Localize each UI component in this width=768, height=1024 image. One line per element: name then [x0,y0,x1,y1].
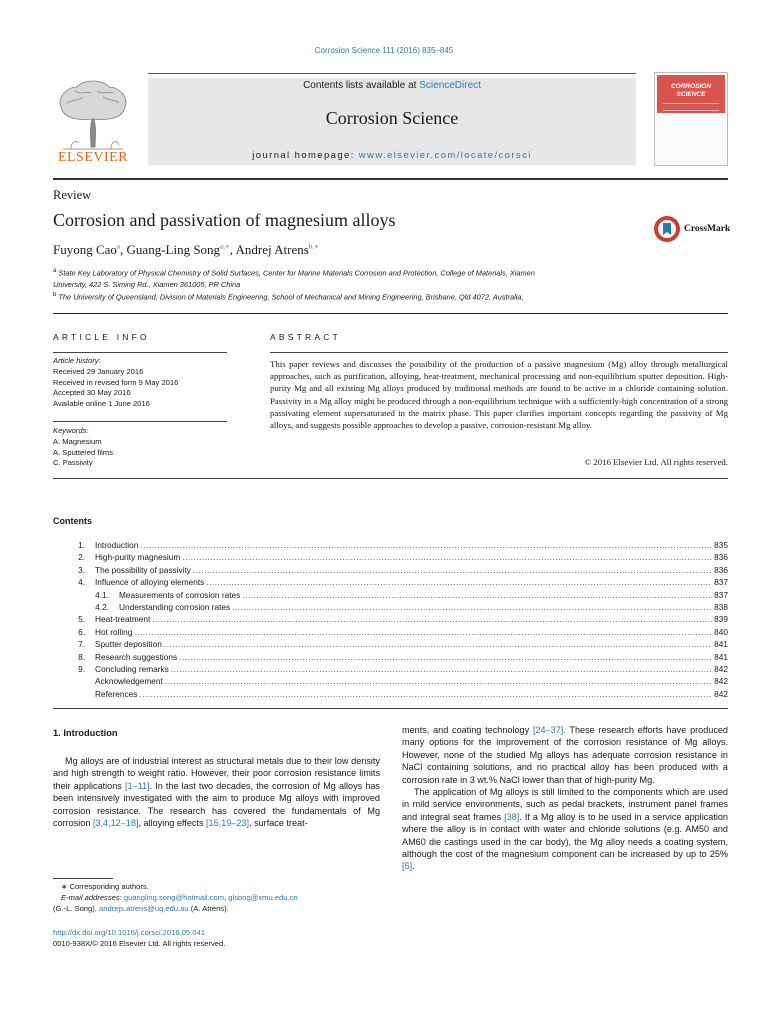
text-run: ments, and coating technology [402,725,533,735]
toc-page-number[interactable]: 835 [714,540,728,550]
toc-page-number[interactable]: 841 [714,639,728,650]
keywords [53,426,227,469]
cover-title: CORROSION SCIENCE [670,83,712,98]
toc-number: 6. [78,626,85,637]
affiliation-a [53,266,703,290]
toc-page-number[interactable]: 837 [714,577,728,588]
abstract-bottom-rule [53,478,728,479]
toc-row[interactable] [53,689,728,701]
toc-number: 5. [78,614,85,625]
article-type: Review [53,188,92,202]
journal-title: Corrosion Science [325,108,459,128]
section-heading-introduction: 1. Introduction [53,728,118,738]
contents-prefix: Contents lists available at [303,80,420,91]
toc-leader-dots [179,652,712,662]
toc-row[interactable] [53,614,728,626]
article-info-heading: ARTICLE INFO [53,332,150,342]
text-run: . If a Mg alloy is to be used in a service application where the alloy is in contact with water and chloride solutions (e.g. AM50 and AM60 die castings used in the car body), the Mg alloy needs a coating system, although the cost of the magnesium component can be increased by up to 25% [402,811,728,860]
citation-ref-link[interactable]: [5] [402,861,413,872]
email-owner: (A. Atrens). [188,904,229,914]
toc-page-number[interactable]: 842 [714,676,728,687]
toc-title[interactable]: Acknowledgement [95,676,163,687]
email-line-2 [53,903,380,914]
citation-ref-link[interactable]: [24–37] [532,725,564,735]
toc-title[interactable]: References [95,688,138,699]
toc-row[interactable] [53,664,728,676]
affiliation-mark: a [53,268,57,274]
email-link[interactable]: glsong@xmu.edu.cn [228,893,298,903]
email-owner: (G.-L. Song), [53,904,100,914]
keyword-item: A. Magnesium [53,436,102,446]
journal-homepage-link[interactable]: www.elsevier.com/locate/corsci [358,150,532,161]
keyword-item: A. Sputtered films [53,447,113,457]
text-run: . In the last two decades, the corrosion of Mg alloys has been intensively investigated with the aim to produce Mg alloys with improved corrosion resistance. The research has covered the fundamentals of Mg corrosion [53,780,380,829]
toc-title[interactable]: Understanding corrosion rates [119,601,231,612]
citation-ref-link[interactable]: [3,4,12–18] [92,818,139,829]
online-date: Available online 1 June 2016 [53,399,150,409]
toc-leader-dots [140,540,712,550]
doi-link[interactable]: http://dx.doi.org/10.1016/j.corsci.2016.05.041 [53,928,205,937]
toc-leader-dots [134,627,712,637]
toc-number: 4. [78,577,85,588]
toc-title[interactable]: Measurements of corrosion rates [119,589,241,600]
abstract-rule [270,352,728,353]
toc-page-number[interactable]: 836 [714,552,728,563]
contents-available-line [148,80,636,91]
toc-leader-dots [165,676,712,686]
author-affil-mark[interactable]: a,∗ [220,242,230,251]
revised-date: Received in revised form 9 May 2016 [53,377,179,387]
toc-page-number[interactable]: 840 [714,626,728,637]
toc-number: 4.2. [95,601,109,612]
toc-title[interactable]: Hot rolling [95,626,133,637]
body-column-right [402,724,728,873]
body-column-left [53,755,380,829]
toc-title[interactable]: High-purity magnesium [95,552,181,563]
toc-row[interactable] [53,552,728,564]
publisher-name: ELSEVIER [57,150,129,165]
author-affil-mark[interactable]: b,∗ [308,242,319,251]
citation-ref-link[interactable]: [1–11] [124,780,150,791]
article-history [53,356,227,410]
paper-title: Corrosion and passivation of magnesium alloys [53,210,396,230]
header-bottom-rule [53,178,728,180]
affiliation-mark: b [53,292,57,298]
issn-line: 0010-938X/© 2016 Elsevier Ltd. All rights reserved. [53,939,226,949]
sciencedirect-link[interactable]: ScienceDirect [419,80,481,91]
corresponding-note: ∗ Corresponding authors. [61,882,149,891]
toc-leader-dots [164,639,712,649]
intro-paragraph-2 [402,786,728,873]
toc-leader-dots [206,577,712,587]
contents-heading: Contents [53,516,92,526]
toc-number: 8. [78,651,85,662]
email-label: E-mail addresses: [61,893,124,903]
toc-leader-dots [232,602,712,612]
toc-title[interactable]: Sputter deposition [95,639,162,650]
toc-leader-dots [152,614,712,624]
toc-row[interactable] [53,627,728,639]
affiliation-a-cont: University, 422 S. Siming Rd., Xiamen 361005, PR China [53,279,241,289]
toc-title[interactable]: Heat-treatment [95,614,151,625]
toc-title[interactable]: Influence of alloying elements [95,577,205,588]
email-separator: , [224,893,229,903]
citation-ref-link[interactable]: [15,19–23] [206,818,250,829]
toc-row[interactable] [53,602,728,614]
toc-page-number[interactable]: 836 [714,564,728,575]
intro-paragraph-1 [53,755,380,829]
abstract-heading: ABSTRACT [270,332,341,342]
toc-page-number[interactable]: 842 [714,688,728,699]
text-run: . These research efforts have produced many options for the improvement of the corrosion resistance of Mg alloys. However, none of the studied Mg alloys has adequate corrosion resistance in NaCl containing solutions, and no practical alloy has been produced with a corrosion rate in 3 wt.% NaCl lower than that of high-purity Mg. [402,725,728,785]
toc-row[interactable] [53,590,728,602]
toc-leader-dots [242,590,712,600]
abstract-copyright: © 2016 Elsevier Ltd. All rights reserved. [584,457,728,467]
toc-page-number[interactable]: 837 [714,589,728,600]
toc-leader-dots [139,689,712,699]
doi-block [53,927,225,949]
toc-row[interactable] [53,577,728,589]
citation-ref-link[interactable]: [38] [504,811,520,822]
article-info-rule [53,352,227,353]
email-line [53,892,380,903]
toc-page-number[interactable]: 838 [714,601,728,612]
toc-title[interactable]: The possibility of passivity [95,564,191,575]
history-label: Article history: [53,356,101,365]
affiliation-b-text: The University of Queensland, Division of Materials Engineering, School of Mechanical and Mining Engineering, Brisbane, Qld 4072, Australia, [58,292,524,302]
affiliation-a-text: State Key Laboratory of Physical Chemistry of Solid Surfaces, Center for Marine Materials Corrosion and Protection, College of Materials, Xiamen [58,268,535,278]
contents-bottom-rule [53,708,728,709]
journal-cover-thumbnail[interactable] [654,72,728,166]
toc-leader-dots [171,664,712,674]
keywords-label: Keywords: [53,426,89,435]
email-link[interactable]: andrejs.atrens@uq.edu.au [99,904,189,914]
keywords-rule [53,421,227,422]
toc-row[interactable] [53,639,728,651]
toc-page-number[interactable]: 839 [714,614,728,625]
cover-lines [663,103,719,111]
keyword-item: C. Passivity [53,458,93,468]
crossmark-label[interactable]: CrossMark [684,224,731,234]
toc-row[interactable] [53,540,728,552]
text-run: . [412,861,415,872]
toc-row[interactable] [53,652,728,664]
table-of-contents [53,540,728,701]
homepage-prefix: journal homepage: [252,150,359,161]
toc-number: 2. [78,552,85,563]
accepted-date: Accepted 30 May 2016 [53,388,131,398]
email-link[interactable]: guangling.song@hotmail.com [123,893,225,903]
toc-number: 1. [78,540,85,550]
footnote-rule [53,878,113,879]
journal-citation[interactable]: Corrosion Science 111 (2016) 835–845 [314,46,454,55]
author-list: Fuyong Cao$^a$, Guang-Ling Song$^{a,∗}$, Andrej Atrens$^{b,∗}$ [53,242,319,257]
journal-homepage-line [148,150,636,161]
toc-number: 4.1. [95,589,109,600]
toc-number: 9. [78,663,85,674]
toc-title[interactable]: Research suggestions [95,651,178,662]
footnotes [53,881,380,915]
toc-title[interactable]: Concluding remarks [95,663,169,674]
toc-page-number[interactable]: 841 [714,651,728,662]
toc-number: 7. [78,639,85,650]
toc-row[interactable] [53,676,728,688]
toc-title[interactable]: Introduction [95,540,139,550]
text-run: , alloying effects [138,818,207,829]
affiliation-b [53,290,703,303]
intro-paragraph-1-cont [402,724,728,786]
author-affil-mark[interactable]: a [116,242,121,251]
received-date: Received 29 January 2016 [53,366,144,376]
text-run: Mg alloys are of industrial interest as structural metals due to their low density and high strength to weight ratio. However, their poor corrosion resistance limits their applications [53,756,380,791]
toc-leader-dots [193,565,712,575]
text-run: The application of Mg alloys is still limited to the components which are used in mild service environments, such as pedal brackets, instrument panel frames and integral seat frames [402,787,728,822]
author-name[interactable]: Guang-Ling Song [126,242,221,257]
toc-row[interactable] [53,565,728,577]
toc-number: 3. [78,564,85,575]
text-run: , surface treat- [249,818,308,829]
title-block-rule [53,313,728,314]
author-name[interactable]: Andrej Atrens [235,242,309,257]
author-name[interactable]: Fuyong Cao [53,242,117,257]
header-top-rule [148,73,636,74]
toc-leader-dots [182,552,712,562]
abstract-text: This paper reviews and discusses the possibility of the production of a passive magnesium (Mg) alloy through metallurgical approaches, such as purification, alloying, heat-treatment, mechanical processing and non-equilibrium sputter deposition. High-purity Mg and all existing Mg alloys produced by traditional methods are found to be active in a chloride containing solution. Passivity in a Mg alloy might be produced through a non-equilibrium technique with a sufficiently-high concentration of a strong passivating element supersaturated in the matrix phase. This paper clarifies important concepts regarding the passivity of Mg alloys, and suggests possible approaches to develop a passive, corrosion-resistant Mg alloy. [270,359,728,431]
toc-page-number[interactable]: 842 [714,663,728,674]
